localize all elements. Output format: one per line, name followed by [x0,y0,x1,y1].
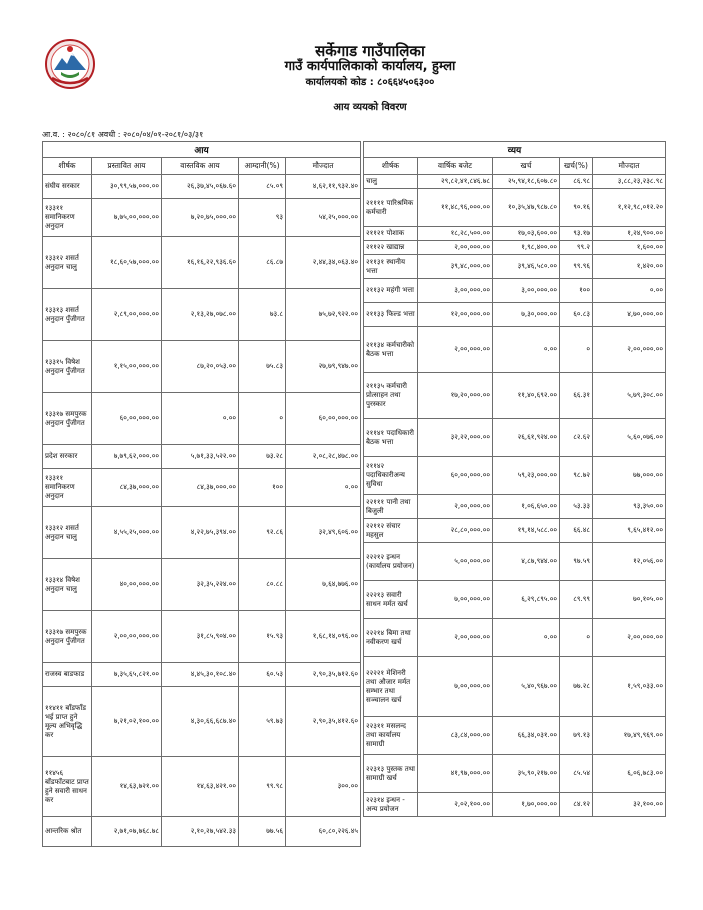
expense-cell-balance: १७,४९,९६९.०० [593,717,666,755]
expense-cell-pct: ८६.९८ [560,175,593,189]
expense-cell-spent: ७,३०,०००.०० [493,303,560,327]
fiscal-period: आ.व. : २०८०/८१ अवधी : २०८०/०४/०१-२०८१/०३/३१ [42,130,204,139]
expense-cell-head: २११३३ फिल्ड भत्ता [364,303,418,327]
report-title: आय व्ययको विवरण [333,102,407,113]
income-cell-actual: ३१,८५,९०४.०० [162,611,239,663]
income-cell-actual: ८४,३७,०००.०० [162,469,239,507]
income-cell-proposed: १,१५,००,०००.०० [92,341,162,393]
expense-table-row [364,189,666,227]
expense-cell-budget: १७,२०,०००.०० [418,373,493,419]
income-cell-balance: १,६८,१४,०९६.०० [286,611,361,663]
income-cell-proposed: ४०,००,०००.०० [92,559,162,611]
expense-cell-spent: ६६,३४,०३१.०० [493,717,560,755]
income-col-pct: आम्दानी(%) [239,158,286,175]
income-cell-balance: ७,६४,७७६.०० [286,559,361,611]
income-col-balance: मौज्दात [286,158,361,175]
income-cell-pct: ८५.०९ [239,175,286,199]
organization-title: सर्केगाड गाउँपालिका [315,42,425,60]
income-cell-balance: ०.०० [286,469,361,507]
income-cell-pct: ७५.८३ [239,341,286,393]
expense-cell-pct: ० [560,327,593,373]
income-cell-head: १३३१७ समपुरक अनुदान पुँजीगत [43,393,92,445]
income-cell-pct: ९३ [239,199,286,237]
expense-cell-budget: १२,००,०००.०० [418,303,493,327]
income-cell-actual: ८७,२०,०५३.०० [162,341,239,393]
income-table-row [43,341,361,393]
income-cell-pct: ८०.८८ [239,559,286,611]
expense-cell-balance: ३,८८,२३,२३८.९८ [593,175,666,189]
income-cell-actual: १६,१६,२२,९३६.६० [162,237,239,289]
expense-cell-budget: १८,२८,५००.०० [418,227,493,241]
income-cell-balance: २,०८,२८,४७८.०० [286,445,361,469]
expense-cell-spent: ३,००,०००.०० [493,279,560,303]
income-cell-actual: ५,७१,३३,५२२.०० [162,445,239,469]
expense-cell-budget: ५,००,०००.०० [418,543,493,581]
expense-table-row [364,717,666,755]
income-cell-actual: ४,४५,३०,१०८.४० [162,663,239,687]
expense-cell-spent: १,७०,०००.०० [493,793,560,817]
expense-cell-spent: ४,८७,९४४.०० [493,543,560,581]
expense-cell-budget: ८३,८४,०००.०० [418,717,493,755]
income-cell-pct: ६०.५३ [239,663,286,687]
expense-cell-budget: ३,००,०००.०० [418,279,493,303]
expense-cell-balance: २,००,०००.०० [593,327,666,373]
expense-cell-balance: ५,७९,३०८.०० [593,373,666,419]
expense-cell-pct: ८४.१२ [560,793,593,817]
expense-cell-head: २२२१४ बिमा तथा नवीकरण खर्च [364,619,418,657]
nepal-government-emblem-icon [44,38,96,90]
income-cell-balance: ४,६२,११,९३२.४० [286,175,361,199]
income-cell-balance: ६०,८०,२२६.४५ [286,817,361,847]
income-cell-balance: ३००.०० [286,757,361,817]
expense-cell-budget: २,००,०००.०० [418,327,493,373]
income-cell-pct: ५९.७३ [239,687,286,757]
income-rows [43,175,361,847]
expense-cell-pct: ९३.१७ [560,227,593,241]
expense-cell-spent: ११,४०,६९२.०० [493,373,560,419]
expense-cell-head: २११३२ महंगी भत्ता [364,279,418,303]
income-table-row [43,393,361,445]
expense-cell-spent: ०.०० [493,619,560,657]
expense-cell-balance: १,१२,९८,०१२.२० [593,189,666,227]
income-cell-actual: १४,६३,४२१.०० [162,757,239,817]
income-col-head: शीर्षक [43,158,92,175]
expense-cell-pct: ६०.८३ [560,303,593,327]
expense-cell-balance: ७०,१०५.०० [593,581,666,619]
income-cell-head: प्रदेश सरकार [43,445,92,469]
expense-table-row [364,543,666,581]
income-cell-balance: ६०,००,०००.०० [286,393,361,445]
expense-cell-pct: १०० [560,279,593,303]
income-table [42,141,361,847]
expense-cell-spent: ०.०० [493,327,560,373]
income-col-proposed: प्रस्तावित आय [92,158,162,175]
expense-table-row [364,619,666,657]
expense-table [363,141,666,817]
expense-cell-pct: ९०.१६ [560,189,593,227]
expense-cell-budget: २,००,०००.०० [418,619,493,657]
expense-cell-head: २२११२ संचार महसुल [364,519,418,543]
income-cell-proposed: ६०,००,०००.०० [92,393,162,445]
income-table-row [43,175,361,199]
expense-cell-budget: ६०,००,०००.०० [418,457,493,495]
income-cell-balance: २,९०,३५,४१२.६० [286,687,361,757]
income-cell-pct: ७७.५६ [239,817,286,847]
expense-cell-head: २११३१ स्थानीय भत्ता [364,255,418,279]
expense-cell-head: चालु [364,175,418,189]
income-cell-head: १३३११ समानिकरण अनुदान [43,469,92,507]
expense-cell-head: २२१११ पानी तथा बिजुली [364,495,418,519]
income-cell-pct: ० [239,393,286,445]
income-table-row [43,445,361,469]
expense-col-pct: खर्च(%) [560,158,593,175]
income-table-row [43,289,361,341]
income-table-row [43,469,361,507]
income-table-row [43,237,361,289]
income-cell-balance: ७५,७२,९२२.०० [286,289,361,341]
expense-cell-spent: १९,१४,५८८.०० [493,519,560,543]
income-table-row [43,687,361,757]
expense-col-budget: वार्षिक बजेट [418,158,493,175]
income-cell-head: १३३१२ शसर्त अनुदान चालु [43,507,92,559]
expense-cell-budget: ३९,४८,०००.०० [418,255,493,279]
income-table-row [43,611,361,663]
income-cell-head: राजस्व बाडफाड [43,663,92,687]
expense-cell-spent: ५९,२३,०००.०० [493,457,560,495]
expense-cell-balance: १२,०५६.०० [593,543,666,581]
income-cell-proposed: ७,७५,००,०००.०० [92,199,162,237]
income-cell-head: १३३१३ शसर्त अनुदान पुँजीगत [43,289,92,341]
expense-cell-head: २२२१२ इन्धन (कार्यालय प्रयोजन) [364,543,418,581]
expense-cell-budget: ४१,९७,०००.०० [418,755,493,793]
income-cell-head: आन्तरिक श्रोत [43,817,92,847]
expense-cell-pct: ८२.६२ [560,419,593,457]
income-cell-head: १३३१५ विषेश अनुदान पुँजीगत [43,341,92,393]
expense-cell-budget: २,००,०००.०० [418,495,493,519]
expense-cell-budget: २८,८०,०००.०० [418,519,493,543]
expense-cell-balance: ३२,१००.०० [593,793,666,817]
expense-col-head: शीर्षक [364,158,418,175]
income-cell-head: १३३१२ शसर्त अनुदान चालु [43,237,92,289]
expense-cell-spent: ३५,९०,२१७.०० [493,755,560,793]
income-cell-head: संघीय सरकार [43,175,92,199]
income-cell-balance: २,४४,३४,०६३.४० [286,237,361,289]
income-cell-proposed: ७,७९,६२,०००.०० [92,445,162,469]
expense-cell-pct: ९७.५९ [560,543,593,581]
expense-cell-pct: ७७.२८ [560,657,593,717]
income-cell-head: ११४११ बाँडफाँड भई प्राप्त हुने मूल्य अभिवृद्धि कर [43,687,92,757]
expense-cell-head: २२३११ मसलन्द तथा कार्यालय सामाग्री [364,717,418,755]
income-cell-balance: ५४,२५,०००.०० [286,199,361,237]
income-cell-balance: २,९०,३५,७१२.६० [286,663,361,687]
expense-cell-spent: १७,०३,६००.०० [493,227,560,241]
expense-cell-spent: १,०६,६५०.०० [493,495,560,519]
expense-table-row [364,793,666,817]
income-cell-head: १३३१४ विषेश अनुदान चालु [43,559,92,611]
income-cell-proposed: १४,६३,७२१.०० [92,757,162,817]
income-table-row [43,663,361,687]
expense-cell-budget: ७,००,०००.०० [418,657,493,717]
expense-cell-spent: १,९८,४००.०० [493,241,560,255]
expense-cell-head: २२२१३ सवारी साधन मर्मत खर्च [364,581,418,619]
income-cell-pct: १०० [239,469,286,507]
expense-cell-spent: ६,२९,८९५.०० [493,581,560,619]
expense-cell-head: २२३१३ पुस्तक तथा सामाग्री खर्च [364,755,418,793]
expense-cell-balance: ५,६०,०७६.०० [593,419,666,457]
income-cell-actual: २,१०,२७,५४२.३३ [162,817,239,847]
expense-table-row [364,373,666,419]
expense-cell-balance: ०.०० [593,279,666,303]
income-cell-proposed: १८,६०,५७,०००.०० [92,237,162,289]
expense-cell-pct: ९९.९६ [560,255,593,279]
expense-cell-head: २११३४ कर्मचारीको बैठक भत्ता [364,327,418,373]
expense-cell-balance: ९३,३५०.०० [593,495,666,519]
income-table-row [43,199,361,237]
expense-table-row [364,255,666,279]
expense-table-row [364,279,666,303]
income-cell-head: १३३११ समानिकरण अनुदान [43,199,92,237]
income-cell-proposed: २,८९,००,०००.०० [92,289,162,341]
income-cell-pct: ७३.८ [239,289,286,341]
expense-cell-pct: ५३.३३ [560,495,593,519]
income-cell-pct: ८६.८७ [239,237,286,289]
expense-cell-balance: ४,७०,०००.०० [593,303,666,327]
income-cell-proposed: ७,३५,६५,८२१.०० [92,663,162,687]
expense-cell-spent: ३९,४६,५८०.०० [493,255,560,279]
expense-col-spent: खर्च [493,158,560,175]
income-cell-actual: ७,२०,७५,०००.०० [162,199,239,237]
expense-section-title: व्यय [364,142,666,158]
income-cell-proposed: ७,२१,०२,१००.०० [92,687,162,757]
income-cell-pct: ७३.२८ [239,445,286,469]
office-subtitle: गाउँ कार्यपालिकाको कार्यालय, हुम्ला [284,59,456,74]
income-col-actual: वास्तविक आय [162,158,239,175]
expense-cell-balance: १,४२०.०० [593,255,666,279]
expense-cell-spent: ५,४०,९६७.०० [493,657,560,717]
expense-cell-spent: २६,६१,९२४.०० [493,419,560,457]
expense-cell-head: २११२१ पोशाक [364,227,418,241]
income-cell-head: १३३१७ समपुरक अनुदान पुँजीगत [43,611,92,663]
expense-table-row [364,657,666,717]
expense-table-row [364,175,666,189]
expense-cell-head: २११२२ खाद्यान्न [364,241,418,255]
income-section-title: आय [43,142,361,158]
income-cell-head: ११४५६ बाँडफाँटबाट प्राप्त हुने सवारी साधन कर [43,757,92,817]
income-cell-actual: ४,३०,६६,६८७.४० [162,687,239,757]
expense-cell-budget: २,०२,१००.०० [418,793,493,817]
expense-table-row [364,327,666,373]
expense-table-row [364,303,666,327]
income-cell-balance: २७,७९,९४७.०० [286,341,361,393]
income-cell-pct: १५.९३ [239,611,286,663]
expense-cell-spent: २५,९४,१८,६०७.८० [493,175,560,189]
expense-cell-balance: १,६००.०० [593,241,666,255]
income-table-row [43,507,361,559]
income-cell-proposed: २,००,००,०००.०० [92,611,162,663]
income-cell-actual: ४,२२,७५,३९४.०० [162,507,239,559]
expense-table-row [364,419,666,457]
expense-col-balance: मौज्दात [593,158,666,175]
expense-cell-pct: ८५.५४ [560,755,593,793]
expense-cell-pct: ८९.९९ [560,581,593,619]
income-cell-balance: ३२,४९,६०६.०० [286,507,361,559]
income-cell-proposed: २,७१,०७,७६८.७८ [92,817,162,847]
expense-cell-balance: ९,६५,४१२.०० [593,519,666,543]
expense-cell-budget: ३२,२२,०००.०० [418,419,493,457]
income-cell-proposed: ४,५५,२५,०००.०० [92,507,162,559]
expense-table-row [364,519,666,543]
income-cell-actual: २६,३७,४५,०६७.६० [162,175,239,199]
income-cell-actual: ०.०० [162,393,239,445]
expense-cell-head: २२२२१ मेशिनरी तथा औजार मर्मत सम्भार तथा सञ्चालन खर्च [364,657,418,717]
expense-cell-budget: २९,८२,४१,८४६.७८ [418,175,493,189]
expense-cell-pct: ९८.७२ [560,457,593,495]
income-cell-actual: २,१३,२७,०७८.०० [162,289,239,341]
expense-table-row [364,457,666,495]
income-cell-pct: ९२.८६ [239,507,286,559]
expense-cell-budget: ७,००,०००.०० [418,581,493,619]
expense-cell-pct: ९९.२ [560,241,593,255]
income-cell-actual: ३२,३५,२२४.०० [162,559,239,611]
expense-cell-head: २११४२ पदाधिकारीअन्य सुविधा [364,457,418,495]
expense-cell-pct: ० [560,619,593,657]
expense-table-row [364,581,666,619]
expense-rows [364,175,666,817]
expense-cell-pct: ६६.४८ [560,519,593,543]
income-table-row [43,817,361,847]
income-table-row [43,559,361,611]
expense-cell-head: २११४१ पदाधिकारी बैठक भत्ता [364,419,418,457]
expense-cell-balance: २,००,०००.०० [593,619,666,657]
expense-cell-balance: ६,०६,७८३.०० [593,755,666,793]
expense-cell-balance: ७७,०००.०० [593,457,666,495]
expense-cell-pct: ७९.१३ [560,717,593,755]
income-cell-proposed: ३०,९९,५७,०००.०० [92,175,162,199]
income-table-row [43,757,361,817]
expense-cell-budget: ११,४८,९६,०००.०० [418,189,493,227]
expense-cell-budget: २,००,०००.०० [418,241,493,255]
expense-cell-pct: ६६.३१ [560,373,593,419]
expense-table-row [364,755,666,793]
expense-cell-head: २११११ पारिश्रमिक कर्मचारी [364,189,418,227]
income-cell-pct: ९९.९८ [239,757,286,817]
expense-cell-head: २११३५ कर्मचारी प्रोत्साहन तथा पुरस्कार [364,373,418,419]
income-cell-proposed: ८४,३७,०००.०० [92,469,162,507]
expense-table-row [364,495,666,519]
expense-cell-balance: १,२४,९००.०० [593,227,666,241]
expense-cell-head: २२३१४ इन्धन - अन्य प्रयोजन [364,793,418,817]
expense-table-row [364,227,666,241]
office-code: कार्यालयको कोड : ८०६६४५०६३०० [305,77,435,88]
expense-cell-balance: १,५९,०३३.०० [593,657,666,717]
expense-table-row [364,241,666,255]
expense-cell-spent: १०,३५,४७,९८७.८० [493,189,560,227]
